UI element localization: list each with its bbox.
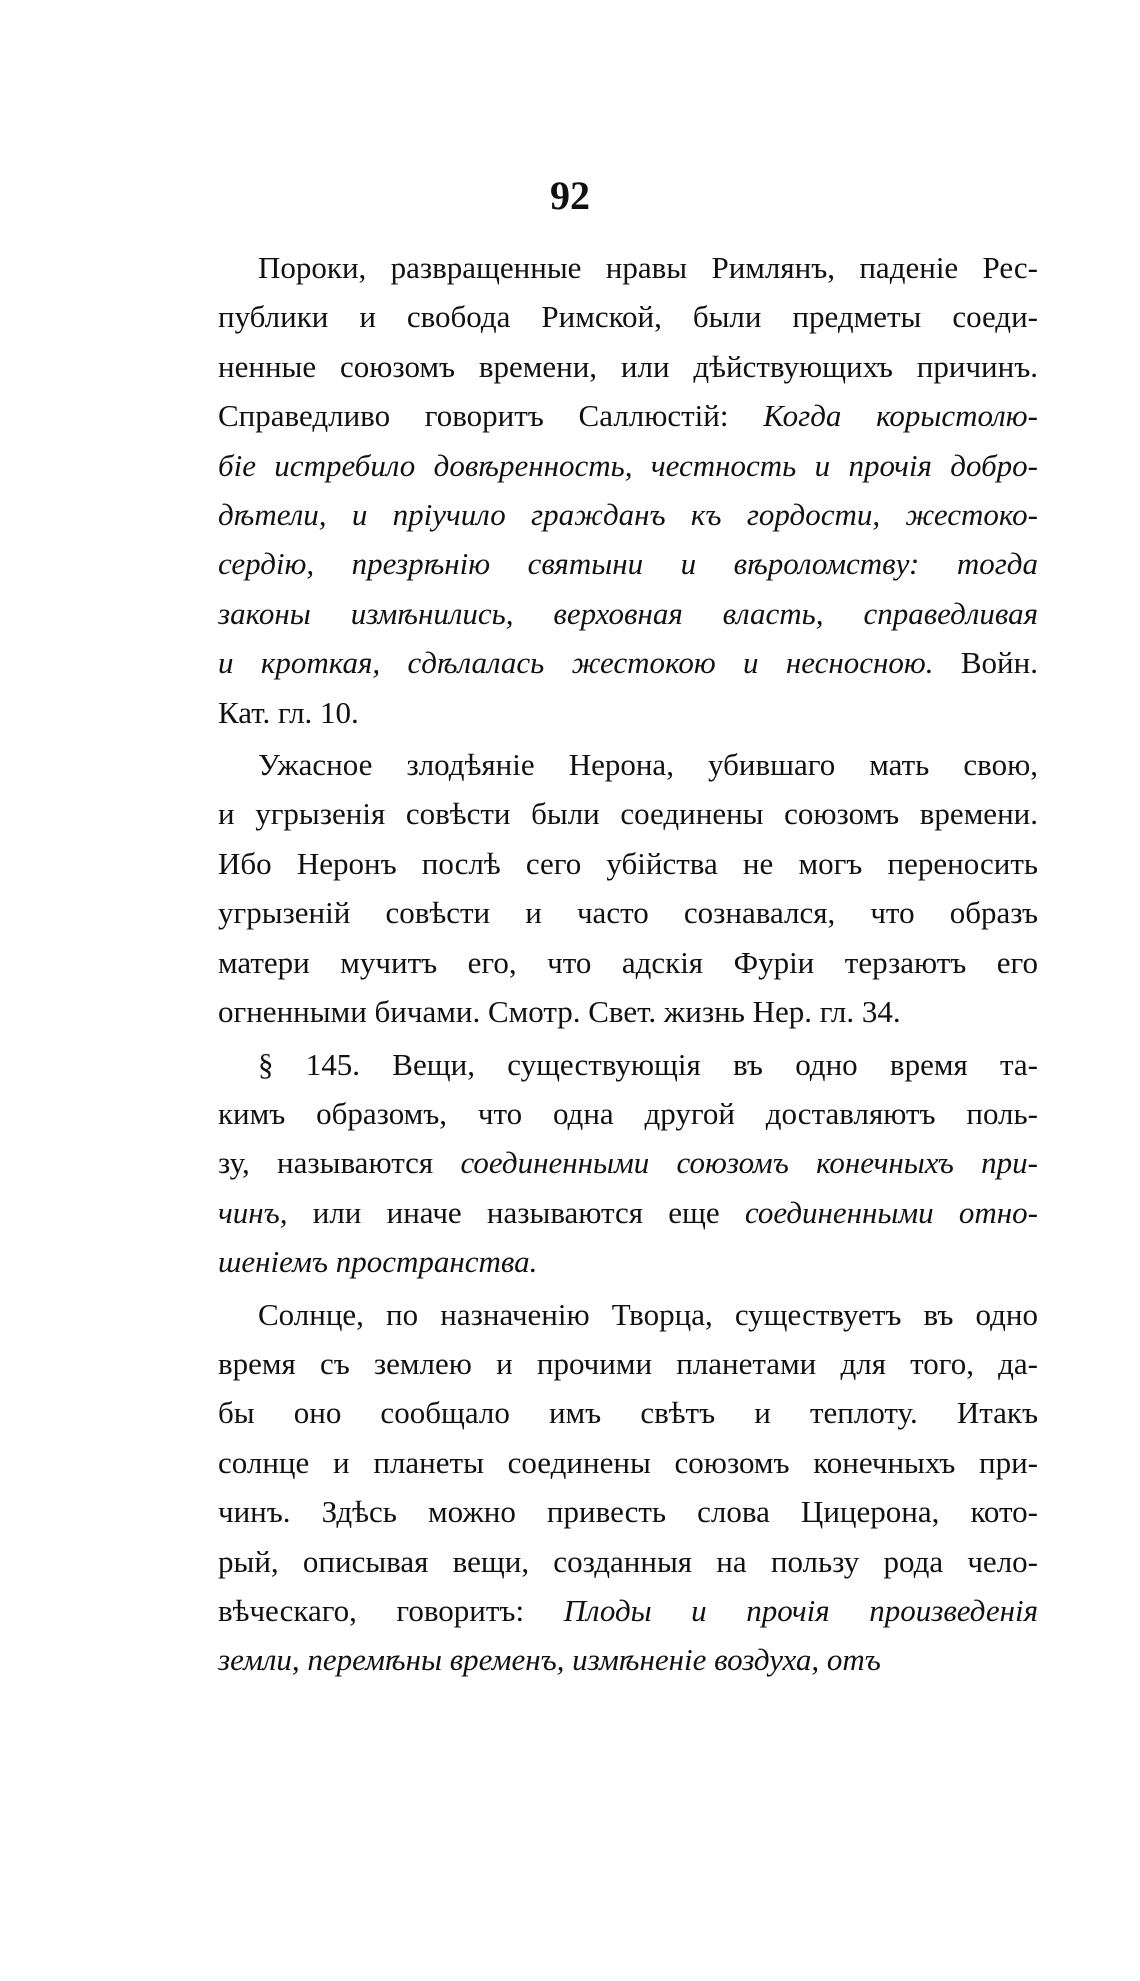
text-line xyxy=(218,1339,1038,1388)
text-line xyxy=(218,1487,1038,1536)
text-line xyxy=(218,1290,1038,1339)
page-number: 92 xyxy=(550,173,590,218)
text-run: или иначе называются еще xyxy=(287,1194,745,1230)
text-run: публики и свобода Римской, были предметы соеди- xyxy=(218,299,1038,335)
text-run: Войн. xyxy=(933,645,1038,681)
italic-text: дѣтели, и пріучило гражданъ къ гордости, жестоко- xyxy=(218,497,1038,533)
text-line xyxy=(218,1388,1038,1437)
text-line xyxy=(218,1537,1038,1586)
paragraph xyxy=(218,243,1038,737)
text-run: Ужасное злодѣяніе Нерона, убившаго мать свою, xyxy=(258,747,1038,783)
italic-text: Плоды и прочія произведенія xyxy=(563,1592,1038,1628)
text-line xyxy=(218,1040,1038,1089)
italic-text: соединенными отно- xyxy=(744,1194,1038,1230)
text-line xyxy=(218,1635,1038,1684)
text-run: Кат. гл. 10. xyxy=(218,694,359,730)
text-line xyxy=(218,789,1038,838)
italic-text: чинъ, xyxy=(218,1194,288,1230)
body-text xyxy=(218,243,1038,1688)
text-line xyxy=(218,938,1038,987)
text-run: § 145. Вещи, существующія въ одно время та- xyxy=(258,1046,1038,1082)
text-run: и угрызенія совѣсти были соединены союзомъ времени. xyxy=(218,796,1038,832)
italic-text: Когда корыстолю- xyxy=(763,398,1038,434)
text-line xyxy=(218,638,1038,687)
text-run: матери мучитъ его, что адскія Фуріи терзаютъ его xyxy=(218,944,1038,980)
text-line xyxy=(218,490,1038,539)
text-line xyxy=(218,987,1038,1036)
text-run: бы оно сообщало имъ свѣтъ и теплоту. Итакъ xyxy=(218,1395,1038,1431)
paragraph xyxy=(218,1290,1038,1685)
paragraph xyxy=(218,1040,1038,1287)
text-run: солнце и планеты соединены союзомъ конечныхъ при- xyxy=(218,1444,1038,1480)
text-run: Справедливо говоритъ Саллюстій: xyxy=(218,398,764,434)
text-line xyxy=(218,292,1038,341)
text-line xyxy=(218,1586,1038,1635)
text-line xyxy=(218,391,1038,440)
italic-text: и кроткая, сдѣлалась жестокою и несносною. xyxy=(218,645,934,681)
text-line xyxy=(218,539,1038,588)
text-line xyxy=(218,1237,1038,1286)
text-run: вѣческаго, говоритъ: xyxy=(218,1592,564,1628)
italic-text: сердію, презрѣнію святыни и вѣроломству: тогда xyxy=(218,546,1038,582)
text-run: Солнце, по назначенію Творца, существуетъ въ одно xyxy=(258,1296,1038,1332)
italic-text: соединенными союзомъ конечныхъ при- xyxy=(460,1145,1038,1181)
text-run: Пороки, развращенные нравы Римлянъ, паденіе Рес- xyxy=(258,250,1038,285)
text-run: рый, описывая вещи, созданныя на пользу рода чело- xyxy=(218,1543,1038,1579)
text-line xyxy=(218,888,1038,937)
text-run: зу, называются xyxy=(218,1145,461,1181)
italic-text: шеніемъ пространства. xyxy=(218,1244,538,1280)
text-line xyxy=(218,441,1038,490)
text-run: время съ землею и прочими планетами для того, да- xyxy=(218,1345,1038,1381)
text-run: кимъ образомъ, что одна другой доставляютъ поль- xyxy=(218,1095,1038,1131)
text-run: чинъ. Здѣсь можно привесть слова Цицерона, кото- xyxy=(218,1494,1038,1530)
text-line xyxy=(218,243,1038,292)
italic-text: біе истребило довѣренность, честность и прочія добро- xyxy=(218,447,1038,483)
text-line xyxy=(218,839,1038,888)
text-line xyxy=(218,740,1038,789)
text-line xyxy=(218,589,1038,638)
paragraph xyxy=(218,740,1038,1036)
text-line xyxy=(218,1438,1038,1487)
text-line xyxy=(218,1188,1038,1237)
text-run: Ибо Неронъ послѣ сего убійства не могъ переносить xyxy=(218,845,1038,881)
italic-text: земли, перемѣны временъ, измѣненіе воздуха, отъ xyxy=(218,1642,881,1678)
text-run: угрызеній совѣсти и часто сознавался, что образъ xyxy=(218,895,1038,931)
text-line xyxy=(218,688,1038,737)
text-line xyxy=(218,1089,1038,1138)
italic-text: законы измѣнились, верховная власть, справедливая xyxy=(218,595,1038,631)
text-run: огненными бичами. Смотр. Свет. жизнь Нер. гл. 34. xyxy=(218,994,901,1030)
text-line xyxy=(218,1138,1038,1187)
text-run: ненные союзомъ времени, или дѣйствующихъ причинъ. xyxy=(218,348,1038,384)
text-line xyxy=(218,342,1038,391)
